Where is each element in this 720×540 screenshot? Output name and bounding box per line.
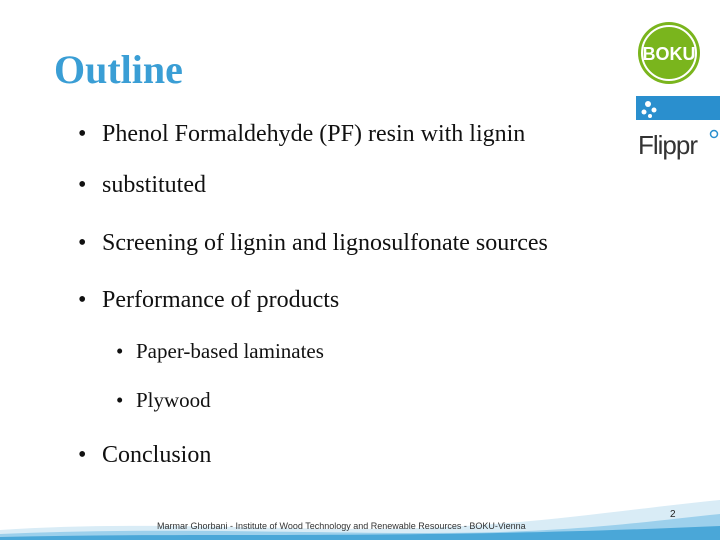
sub-bullet-text: Paper-based laminates (136, 339, 324, 363)
bullet-text: substituted (102, 172, 207, 198)
bullet-text: Phenol Formaldehyde (PF) resin with lignin (102, 121, 526, 147)
sub-bullet-item (116, 388, 211, 413)
bullet-text: Conclusion (102, 442, 212, 468)
svg-text:BOKU: BOKU (642, 44, 696, 64)
flippr-logo (636, 96, 720, 165)
bullet-text: Screening of lignin and lignosulfonate sources (102, 230, 548, 256)
boku-logo (636, 20, 702, 91)
svg-text:Flippr: Flippr (638, 130, 698, 160)
bullet-item (78, 106, 525, 162)
bullet-item-continuation (78, 157, 206, 213)
slide-title: Outline (54, 47, 183, 92)
bullet-item (78, 215, 548, 271)
sub-bullet-text: Plywood (136, 388, 211, 412)
bullet-text: Performance of products (102, 287, 340, 313)
footer-text: Marmar Ghorbani - Institute of Wood Technology and Renewable Resources - BOKU-Vienna (157, 521, 526, 531)
page-number: 2 (670, 509, 676, 520)
bullet-item (78, 272, 339, 328)
sub-bullet-item (116, 339, 324, 364)
